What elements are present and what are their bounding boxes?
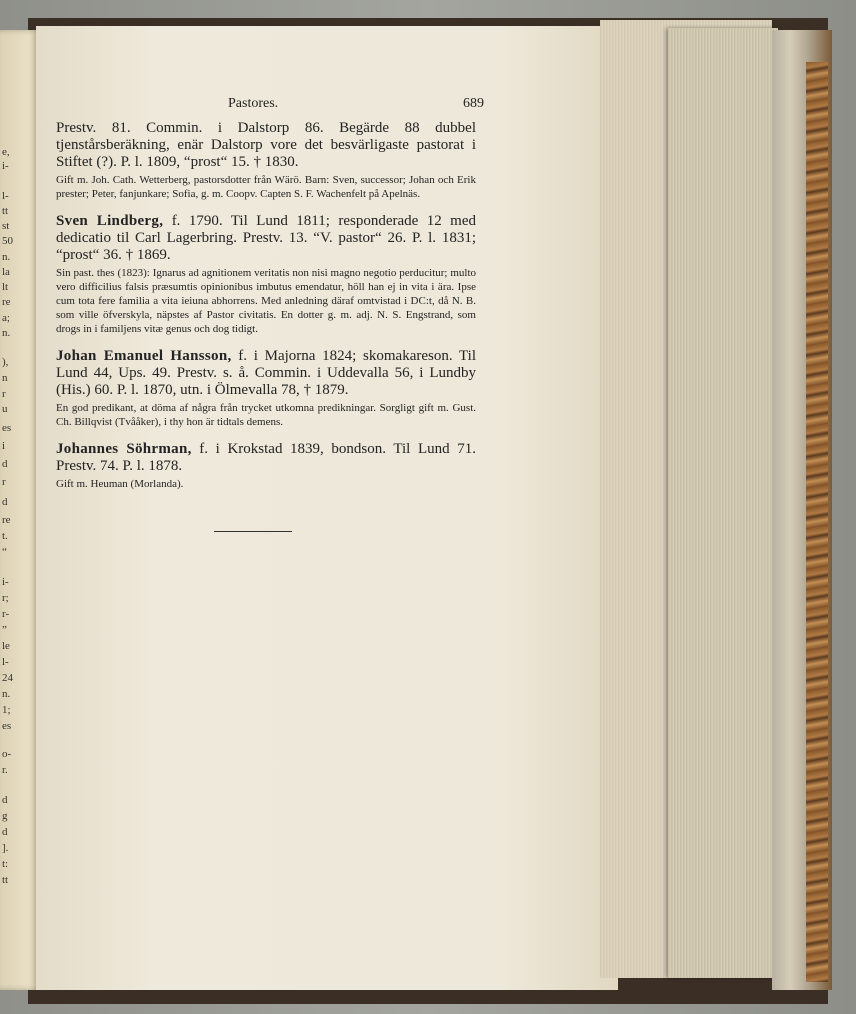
left-page-fragment: es (2, 422, 12, 434)
left-page-fragment: i- (2, 576, 9, 588)
left-page-fragment: r (2, 476, 6, 488)
left-page-fragment: a; (2, 312, 10, 324)
page-number: 689 (463, 96, 484, 111)
left-page-fragment: d (2, 826, 8, 838)
left-page-fragment: st (2, 220, 10, 232)
left-page-fragment: e, (2, 146, 10, 158)
entry-text: f. i Majorna 1824; skomakareson. Til Lund 44, Ups. 49. Prestv. s. å. Commin. i Uddevalla 56, i Lundby (His.) 60. P. l. 1870, utn. i Ölmevalla 78, † 1879. (56, 348, 477, 398)
entry-note: Sin past. thes (1823): Ignarus ad agnitionem veritatis non nisi magno negotio perducitur; multo vero difficilius falsis præsumtis opinionibus imbutus emendatur, höll han ej in vita i ära. Ipse cum tota fere familia a vita ieiuna abhorrens. Med anledning däraf omtvistad i DC:t, då N. B. som ville öfverskyla, näpstes af Pastor civitatis. En dotter g. m. adj. N. S. Engstrand, som drogs in i familjens vitæ genus och dog tidigt. (56, 267, 476, 335)
left-page-fragment: o- (2, 748, 12, 760)
entry-name: Johan Emanuel Hansson, (56, 348, 232, 364)
left-page-edge (0, 30, 40, 990)
left-page-fragment: re (2, 296, 11, 308)
left-page-fragment: re (2, 514, 11, 526)
entry-main-text (56, 348, 476, 399)
left-page-fragment: i (2, 440, 6, 452)
entry-main-text (56, 213, 476, 264)
running-title: Pastores. (228, 96, 279, 111)
entry (56, 213, 476, 336)
left-page-fragment: ” (2, 624, 7, 636)
page-stack-edges-back (668, 28, 778, 978)
left-page-fragment: l- (2, 656, 9, 668)
left-page-fragment: ), (2, 356, 9, 368)
left-page-fragment: n. (2, 688, 11, 700)
left-page-fragment: 50 (2, 235, 13, 247)
running-header (56, 96, 484, 120)
section-divider (214, 531, 292, 532)
entry (56, 120, 476, 201)
left-page-fragment: n. (2, 327, 11, 339)
entry-name: Sven Lindberg, (56, 213, 164, 229)
marbled-edge (806, 62, 828, 982)
left-page-fragment: d (2, 496, 8, 508)
left-page-fragment: tt (2, 205, 9, 217)
left-page-fragment: n (2, 372, 8, 384)
entry-text: f. 1790. Til Lund 1811; responderade 12 med dedicatio til Carl Lagerbring. Prestv. 13. “V. pastor“ 26. P. l. 1831; “prost“ 36. † 1869. (56, 213, 476, 263)
entry-note: Gift m. Heuman (Morlanda). (56, 478, 184, 490)
left-page-fragment: la (2, 266, 10, 278)
entry (56, 348, 476, 429)
left-page-fragment: tt (2, 874, 9, 886)
left-page-fragment: 24 (2, 672, 13, 684)
left-page-fragment: “ (2, 546, 7, 558)
left-page-fragment: d (2, 794, 8, 806)
left-page-fragment: t. (2, 530, 8, 542)
entry-main-text: Prestv. 81. Commin. i Dalstorp 86. Begärde 88 dubbel tjenstårsberäkning, enär Dalstorp vore det besvärligaste pastorat i Stiftet (?). P. l. 1809, “prost“ 15. † 1830. (56, 120, 476, 170)
entry-note: Gift m. Joh. Cath. Wetterberg, pastorsdotter från Wärö. Barn: Sven, successor; Johan och Erik prester; Peter, fanjunkare; Sofia, g. m. Coopv. Capten S. F. Wachenfelt på Apelnäs. (56, 174, 476, 200)
entry (56, 441, 476, 491)
left-page-fragment: ]. (2, 842, 9, 854)
left-page-fragment: n. (2, 251, 11, 263)
entry-main-text (56, 441, 476, 475)
left-page-fragment: i- (2, 160, 9, 172)
left-page-fragment: r; (2, 592, 9, 604)
left-page-fragment: r- (2, 608, 10, 620)
left-page-fragment: r. (2, 764, 8, 776)
left-page-fragment: l- (2, 190, 9, 202)
left-page-fragment: le (2, 640, 10, 652)
left-page-fragment: 1; (2, 704, 11, 716)
page-text (56, 96, 484, 532)
left-page-fragment: t: (2, 858, 9, 870)
left-page-fragment: g (2, 810, 8, 822)
left-page-fragment: es (2, 720, 12, 732)
left-page-fragment: d (2, 458, 8, 470)
left-page-fragment: r (2, 388, 6, 400)
entry-text: f. i Krokstad 1839, bondson. Til Lund 71. Prestv. 74. P. l. 1878. (56, 441, 476, 474)
left-page-fragment: u (2, 403, 8, 415)
left-page-fragment: lt (2, 281, 9, 293)
entry-note: En god predikant, at döma af några från trycket utkomna predikningar. Sorgligt gift m. Gust. Ch. Billqvist (Tvååker), i thy hon är tidtals demens. (56, 402, 476, 428)
entry-name: Johannes Söhrman, (56, 441, 192, 457)
